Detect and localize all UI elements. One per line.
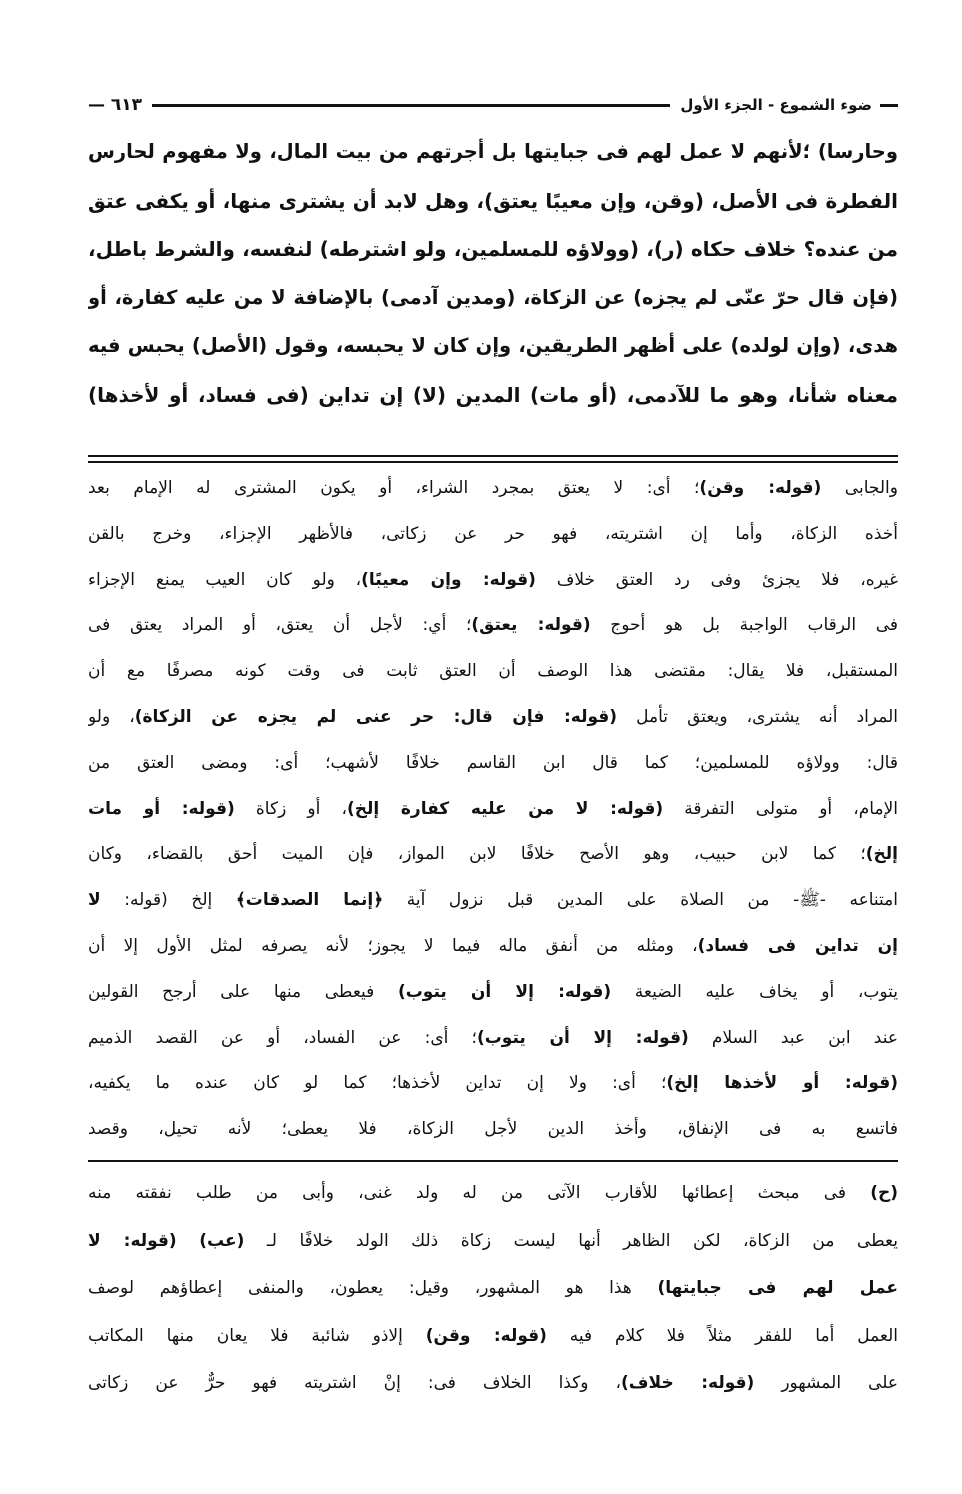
text-line bbox=[88, 741, 898, 787]
text-line bbox=[88, 695, 898, 741]
text-line bbox=[88, 1107, 898, 1153]
bold-segment: (فإن قال حرّ عنّى لم يجزه) عن الزكاة، (ومدين آدمى) بالإضافة لا من عليه كفارة، أو bbox=[88, 285, 898, 309]
header-rule bbox=[152, 104, 670, 107]
text-line bbox=[88, 1360, 898, 1408]
bold-segment: الفطرة فى الأصل، (وقن، وإن معيبًا يعتق)، وهل لابد أن يشترى منها، أو يكفى عتق bbox=[88, 188, 898, 213]
text-line bbox=[88, 1016, 898, 1062]
text-segment: المستقبل، فلا يقال: مقتضى هذا الوصف أن العتق ثابت فى وقت كونه مصرفًا مع أن bbox=[88, 661, 898, 682]
text-segment: يتوب، أو يخاف عليه الضيعة bbox=[611, 981, 898, 1002]
bold-segment: (قوله: إلا أن يتوب) bbox=[476, 1027, 689, 1048]
text-segment: على المشهور bbox=[754, 1373, 898, 1393]
text-segment: قال: وولاؤه للمسلمين؛ كما قال ابن القاسم خلافًا لأشهب؛ أى: ومضى العتق من bbox=[88, 752, 898, 773]
text-segment: المراد أنه يشترى، ويعتق تأمل bbox=[617, 706, 898, 727]
bold-segment: (عب) bbox=[199, 1230, 245, 1251]
text-segment: الإمام، أو متولى التفرقة bbox=[663, 798, 898, 819]
text-line bbox=[88, 603, 898, 649]
text-segment: ، ولو bbox=[88, 706, 135, 727]
text-line bbox=[88, 787, 898, 833]
text-line bbox=[88, 649, 898, 695]
text-segment: ، ولو كان العيب يمنع الإجزاء bbox=[88, 569, 362, 590]
commentary-text bbox=[88, 466, 898, 1153]
text-line bbox=[88, 466, 898, 512]
bold-segment: (قوله: أو لأخذها إلخ) bbox=[666, 1073, 898, 1094]
main-text bbox=[88, 128, 898, 419]
text-segment: امتناعه -ﷺ- من الصلاة على المدين قبل نزول آية bbox=[383, 890, 898, 911]
text-segment: عند ابن عبد السلام bbox=[688, 1027, 898, 1048]
text-segment: أخذه الزكاة، وأما إن اشتريته، فهو حر عن زكاتى، فالأظهر الإجزاء، وخرج بالقن bbox=[88, 523, 898, 544]
bold-segment: وحارسا) ؛لأنهم لا عمل لهم فى جبايتها بل أجرتهم من بيت المال، ولا مفهوم لحارس bbox=[88, 140, 898, 163]
text-line bbox=[88, 371, 898, 420]
running-header bbox=[88, 92, 898, 118]
text-segment: فيعطى منها على أرجح القولين bbox=[88, 981, 398, 1002]
bold-segment: (قوله: إلا أن يتوب) bbox=[397, 981, 612, 1002]
text-segment: إلاذو شائبة فلا يعان منها المكاتب bbox=[88, 1325, 426, 1346]
text-line bbox=[88, 274, 898, 323]
page-number: ٦١٣ — bbox=[88, 95, 143, 115]
text-segment: غيره، فلا يجزئ وفى رد العتق خلاف bbox=[535, 569, 898, 590]
bold-segment: لا bbox=[88, 890, 101, 911]
bold-segment: معناه شأنا، وهو ما للآدمى، (أو مات) المدين (لا) إن تداين (فى فساد، أو لأخذها) bbox=[88, 382, 898, 407]
bold-segment: هدى، (وإن لولده) على أظهر الطريقين، وإن كان لا يحبسه، وقول (الأصل) يحبس فيه bbox=[88, 334, 898, 357]
footnote-text bbox=[88, 1170, 898, 1408]
text-segment: ؛ أى: ولا إن تداين لأخذها؛ كما لو كان عنده ما يكفيه، bbox=[88, 1073, 667, 1094]
text-segment: ؛ أي: لأجل أن يعتق، أو المراد يعتق فى bbox=[88, 615, 472, 636]
text-line bbox=[88, 322, 898, 371]
text-segment: ، ومثله من أنفق ماله فيما لا يجوز؛ لأنه يصرفه لمثل الأول إلا أن bbox=[88, 935, 698, 956]
text-segment: ؛ أى: لا يعتق بمجرد الشراء، أو يكون المشترى له الإمام بعد bbox=[88, 478, 700, 498]
text-line bbox=[88, 225, 898, 274]
text-segment: فاتسع به فى الإنفاق، وأخذ الدين لأجل الزكاة، فلا يعطى؛ لأنه تحيل، وقصد bbox=[88, 1119, 898, 1140]
bold-segment: (قوله: وإن معيبًا) bbox=[361, 569, 536, 590]
text-segment: والجابى bbox=[821, 478, 898, 498]
text-segment: العمل أما للفقر مثلاً فلا كلام فيه bbox=[546, 1325, 898, 1346]
bold-segment: (قوله: لا من عليه كفارة إلخ) bbox=[346, 798, 664, 819]
divider-double-top bbox=[88, 455, 898, 457]
bold-segment: (قوله: وقن) bbox=[699, 478, 822, 498]
text-line bbox=[88, 1313, 898, 1361]
text-line bbox=[88, 832, 898, 878]
text-line bbox=[88, 558, 898, 604]
text-line bbox=[88, 512, 898, 558]
book-title: ضوء الشموع - الجزء الأول bbox=[680, 96, 872, 114]
text-segment: ، وكذا الخلاف فى: إنْ اشتريته فهو حرٌّ عن زكاتى bbox=[88, 1373, 622, 1393]
bold-segment: (قوله: وقن) bbox=[425, 1325, 547, 1346]
bold-segment: إن تداين فى فساد) bbox=[697, 935, 898, 956]
text-line bbox=[88, 1218, 898, 1266]
text-line bbox=[88, 128, 898, 177]
bold-segment: (قوله: فإن قال: حر عنى لم يجزه عن الزكاة) bbox=[134, 706, 618, 727]
bold-segment: (قوله: خلاف) bbox=[621, 1373, 755, 1393]
text-segment: هذا هو المشهور، وقيل: يعطون، والمنفى إعطاؤهم لوصف bbox=[88, 1278, 658, 1298]
text-segment: ؛ كما لابن حبيب، وهو الأصح خلافًا لابن المواز، فإن الميت أحق بالقضاء، وكان bbox=[88, 844, 866, 865]
divider-double-bottom bbox=[88, 461, 898, 463]
text-line bbox=[88, 970, 898, 1016]
text-line bbox=[88, 1265, 898, 1313]
bold-segment: (ح) bbox=[870, 1183, 898, 1203]
text-line bbox=[88, 878, 898, 924]
bold-segment: (قوله: أو مات bbox=[88, 798, 235, 819]
footnote-divider bbox=[88, 1160, 898, 1162]
header-dash bbox=[880, 104, 898, 107]
text-line bbox=[88, 1061, 898, 1107]
bold-segment: من عنده؟ خلاف حكاه (ر)، (وولاؤه للمسلمين، ولو اشترطه) لنفسه، والشرط باطل، bbox=[88, 237, 898, 261]
text-segment bbox=[177, 1231, 199, 1251]
bold-segment: عمل لهم فى جبايتها) bbox=[657, 1278, 898, 1298]
text-segment: ، أو زكاة bbox=[234, 798, 347, 819]
text-segment: إلخ (قوله: bbox=[100, 890, 236, 911]
bold-segment: إلخ) bbox=[865, 844, 898, 865]
bold-segment: (قوله: يعتق) bbox=[471, 615, 591, 636]
text-segment: فى الرقاب الواجبة بل هو أحوج bbox=[590, 615, 898, 636]
text-segment: ؛ أى: عن الفساد، أو عن القصد الذميم bbox=[88, 1027, 477, 1048]
text-line bbox=[88, 177, 898, 226]
text-line bbox=[88, 1170, 898, 1218]
bold-segment: (قوله: لا bbox=[88, 1230, 177, 1251]
text-segment: يعطى من الزكاة، لكن الظاهر أنها ليست زكاة ذلك الولد خلافًا لـ bbox=[244, 1230, 898, 1251]
text-line bbox=[88, 924, 898, 970]
bold-segment: ﴿إنما الصدقات﴾ bbox=[235, 890, 384, 911]
text-segment: فى مبحث إعطائها للأقارب الآتى من له ولد غنى، وأبى من طلب نفقته منه bbox=[88, 1183, 871, 1203]
